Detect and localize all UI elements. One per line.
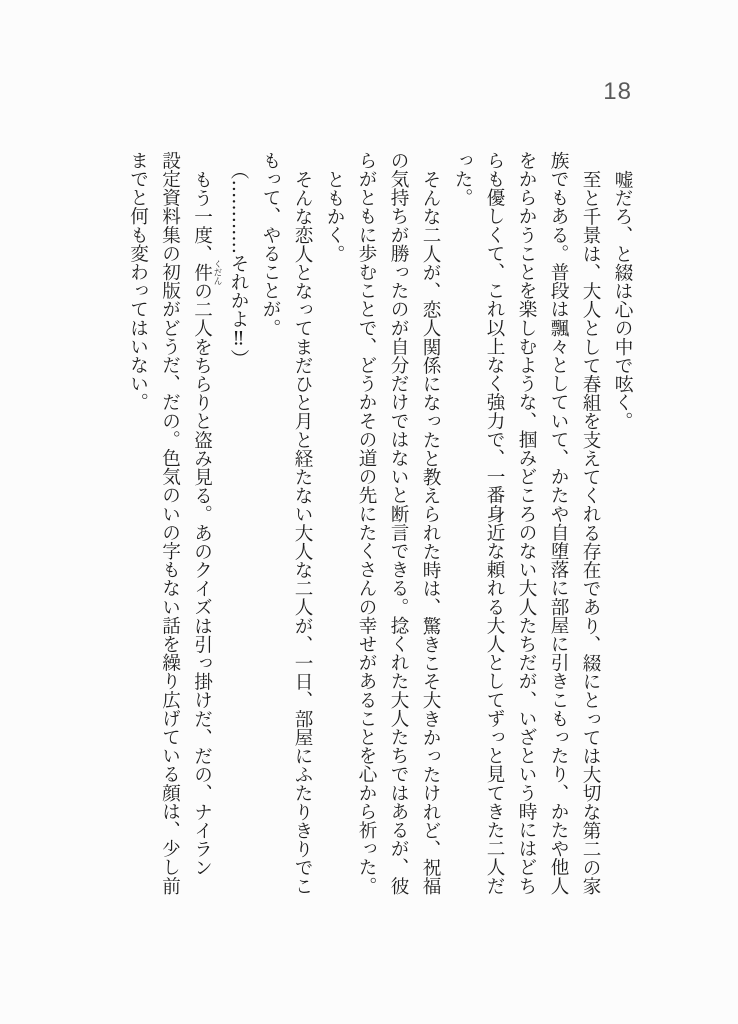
- paragraph: 嘘だろ、と綴は心の中で呟く。: [612, 169, 633, 430]
- furigana: くだん: [212, 259, 222, 285]
- paragraph: そんな二人が、恋人関係になったと教えられた時は、驚きこそ大きかったけれど、祝福の気持ちが勝ったのが自分だけではないと断言できる。捻くれた大人たちではあるが、彼らがともに歩むことで、どうかその道の先にたくさんの幸せがあることを心から祈った。: [356, 151, 441, 895]
- paragraph: そんな恋人となってまだひと月と経たない大人な二人が、一日、部屋にふたりきりでこもって、やることが。: [260, 151, 313, 895]
- page-number: 18: [603, 78, 632, 105]
- novel-text-block: [122, 151, 639, 895]
- paragraph: 至と千景は、大人として春組を支えてくれる存在であり、綴にとっては大切な第二の家族でもある。普段は飄々としていて、かたや自堕落に部屋に引きこもったり、かたや他人をからかうことを楽しむような、掴みどころのない大人たちだが、いざという時にはどちらも優しくて、これ以上なく強力で、一番身近な頼れる大人としてずっと見てきた二人だった。: [452, 151, 601, 895]
- paragraph: （…………それかよ‼）: [228, 161, 249, 369]
- paragraph: ともかく。: [324, 169, 345, 263]
- ruby-annotated-word: 件 くだん: [191, 259, 222, 285]
- paragraph: もう一度、件 くだんの二人をちらりと盗み見る。あのクイズは引っ掛けだ、だの、ナイラン設定資料集の初版がどうだ、だの。色気のいの字もない話を繰り広げている顔は、少し前までと何も変わってはいない。: [127, 151, 222, 895]
